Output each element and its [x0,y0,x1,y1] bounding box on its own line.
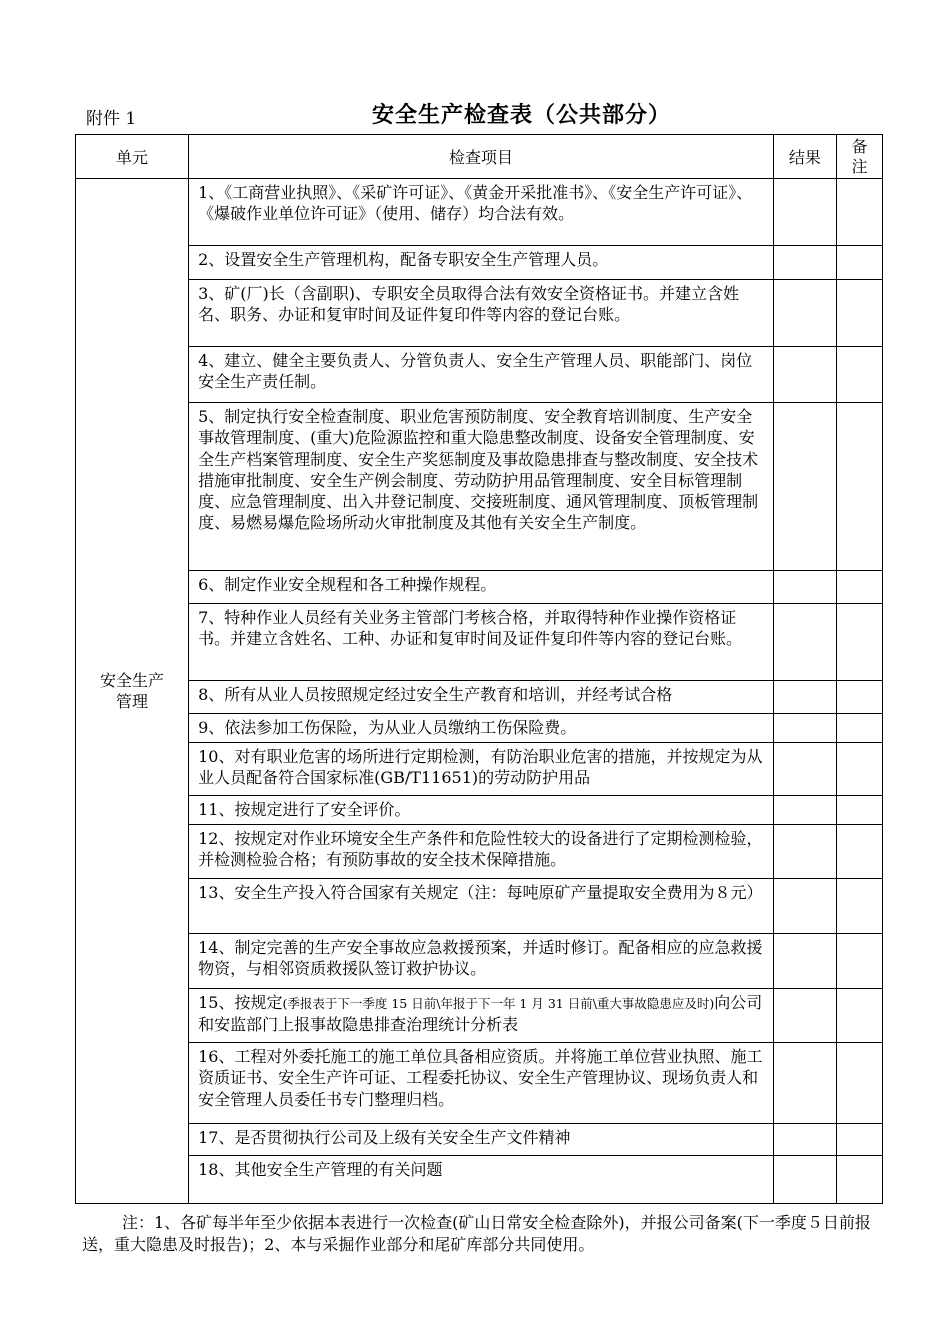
note-cell[interactable] [836,1156,882,1204]
check-item-15-deadline: (季报表于下一季度 15 日前\年报于下一年 1 月 31 日前\重大事故隐患应及时) [282,996,715,1011]
result-cell[interactable] [773,934,836,989]
check-item-16: 16、工程对外委托施工的施工单位具备相应资质。并将施工单位营业执照、施工资质证书、安全生产许可证、工程委托协议、安全生产管理协议、现场负责人和安全管理人员委任书专门整理归档。 [189,1043,774,1124]
column-header-unit: 单元 [76,135,189,179]
table-row [76,246,883,280]
check-item-17: 17、是否贯彻执行公司及上级有关安全生产文件精神 [189,1124,774,1156]
note-cell[interactable] [836,681,882,714]
result-cell[interactable] [773,571,836,604]
result-cell[interactable] [773,743,836,796]
table-row [76,743,883,796]
result-cell[interactable] [773,825,836,879]
table-row [76,681,883,714]
check-item-11: 11、按规定进行了安全评价。 [189,796,774,825]
result-cell[interactable] [773,1124,836,1156]
inspection-table [75,134,883,1204]
result-cell[interactable] [773,604,836,681]
result-cell[interactable] [773,989,836,1043]
table-row [76,1124,883,1156]
table-row [76,1156,883,1204]
column-header-note [836,135,882,179]
note-cell[interactable] [836,934,882,989]
result-cell[interactable] [773,681,836,714]
check-item-13: 13、安全生产投入符合国家有关规定（注：每吨原矿产量提取安全费用为８元） [189,879,774,934]
note-cell[interactable] [836,604,882,681]
result-cell[interactable] [773,796,836,825]
table-row [76,989,883,1043]
check-item-9: 9、依法参加工伤保险，为从业人员缴纳工伤保险费。 [189,714,774,743]
note-cell[interactable] [836,825,882,879]
result-cell[interactable] [773,246,836,280]
check-item-3: 3、矿(厂)长（含副职)、专职安全员取得合法有效安全资格证书。并建立含姓名、职务、办证和复审时间及证件复印件等内容的登记台账。 [189,280,774,347]
table-row [76,604,883,681]
note-cell[interactable] [836,743,882,796]
check-item-4: 4、建立、健全主要负责人、分管负责人、安全生产管理人员、职能部门、岗位安全生产责任制。 [189,347,774,403]
result-cell[interactable] [773,879,836,934]
check-item-6: 6、制定作业安全规程和各工种操作规程。 [189,571,774,604]
result-cell[interactable] [773,403,836,571]
table-row [76,571,883,604]
check-item-18: 18、其他安全生产管理的有关问题 [189,1156,774,1204]
unit-cell [76,179,189,1204]
unit-label: 安全生产管理 [100,671,165,711]
check-item-15-tail: 向公司和安监部门上报事故隐患排查治理统计分析表 [198,993,763,1035]
column-header-note-text: 备注 [851,136,868,176]
table-row [76,179,883,246]
check-item-1: 1、《工商营业执照》、《采矿许可证》、《黄金开采批准书》、《安全生产许可证》、《爆破作业单位许可证》（使用、储存）均合法有效。 [189,179,774,246]
result-cell[interactable] [773,280,836,347]
check-item-15 [189,989,774,1043]
table-row [76,347,883,403]
attachment-label: 附件 1 [86,109,137,129]
check-item-8: 8、所有从业人员按照规定经过安全生产教育和培训，并经考试合格 [189,681,774,714]
note-cell[interactable] [836,714,882,743]
table-row [76,934,883,989]
check-item-14: 14、制定完善的生产安全事故应急救援预案，并适时修订。配备相应的应急救援物资，与相邻资质救援队签订救护协议。 [189,934,774,989]
column-header-result: 结果 [773,135,836,179]
note-cell[interactable] [836,347,882,403]
table-row [76,796,883,825]
check-item-10: 10、对有职业危害的场所进行定期检测，有防治职业危害的措施，并按规定为从业人员配备符合国家标准(GB/T11651)的劳动防护用品 [189,743,774,796]
table-row [76,1043,883,1124]
result-cell[interactable] [773,714,836,743]
check-item-12: 12、按规定对作业环境安全生产条件和危险性较大的设备进行了定期检测检验，并检测检验合格；有预防事故的安全技术保障措施。 [189,825,774,879]
result-cell[interactable] [773,347,836,403]
check-item-15-lead: 15、按规定 [198,993,283,1012]
table-header-row [76,135,883,179]
note-cell[interactable] [836,246,882,280]
note-cell[interactable] [836,280,882,347]
table-row [76,403,883,571]
note-cell[interactable] [836,1043,882,1124]
table-row [76,280,883,347]
check-item-5: 5、制定执行安全检查制度、职业危害预防制度、安全教育培训制度、生产安全事故管理制度、(重大)危险源监控和重大隐患整改制度、设备安全管理制度、安全生产档案管理制度、安全生产奖惩制度及事故隐患排查与整改制度、安全技术措施审批制度、安全生产例会制度、劳动防护用品管理制度、安全目标管理制度、应急管理制度、出入井登记制度、交接班制度、通风管理制度、顶板管理制度、易燃易爆危险场所动火审批制度及其他有关安全生产制度。 [189,403,774,571]
check-item-7: 7、特种作业人员经有关业务主管部门考核合格，并取得特种作业操作资格证书。并建立含姓名、工种、办证和复审时间及证件复印件等内容的登记台账。 [189,604,774,681]
result-cell[interactable] [773,1043,836,1124]
note-cell[interactable] [836,796,882,825]
page-title: 安全生产检查表（公共部分） [372,103,672,128]
note-cell[interactable] [836,403,882,571]
note-cell[interactable] [836,989,882,1043]
note-cell[interactable] [836,879,882,934]
note-cell[interactable] [836,1124,882,1156]
result-cell[interactable] [773,179,836,246]
footnote: 注：1、各矿每半年至少依据本表进行一次检查(矿山日常安全检查除外)，并报公司备案(下一季度５日前报送，重大隐患及时报告)；2、本与采掘作业部分和尾矿库部分共同使用。 [82,1213,871,1254]
result-cell[interactable] [773,1156,836,1204]
note-cell[interactable] [836,571,882,604]
note-cell[interactable] [836,179,882,246]
column-header-item: 检查项目 [189,135,774,179]
check-item-2: 2、设置安全生产管理机构，配备专职安全生产管理人员。 [189,246,774,280]
table-row [76,879,883,934]
table-row [76,714,883,743]
table-row [76,825,883,879]
